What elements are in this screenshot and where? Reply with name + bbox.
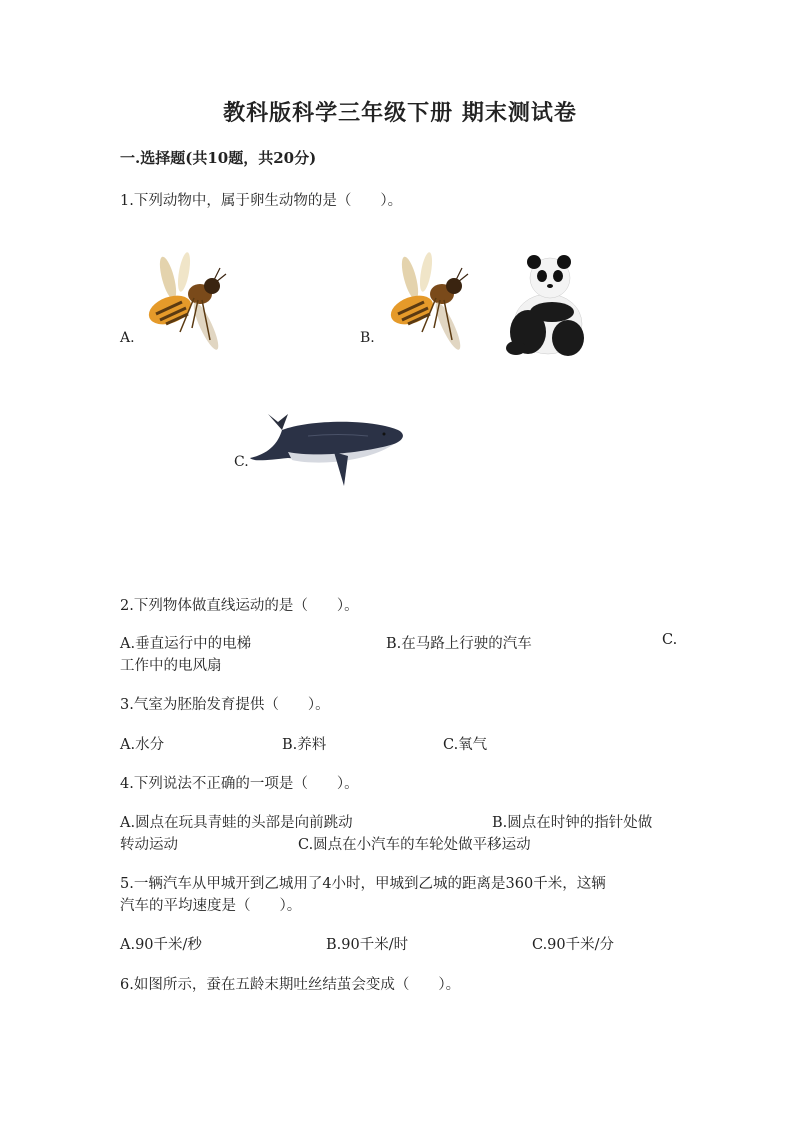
q1-option-a-label: A. <box>120 330 135 346</box>
question-4-stem: 4.下列说法不正确的一项是（ ）。 <box>120 776 359 792</box>
q2-option-a: A.垂直运行中的电梯 <box>120 636 252 652</box>
q2-option-c-text: 工作中的电风扇 <box>120 658 222 674</box>
question-2-stem: 2.下列物体做直线运动的是（ ）。 <box>120 598 359 614</box>
q2-option-b: B.在马路上行驶的汽车 <box>386 636 532 652</box>
q3-option-b: B.养料 <box>282 737 327 753</box>
q4-option-b-cont: 转动运动 <box>120 837 178 853</box>
q4-option-c: C.圆点在小汽车的车轮处做平移运动 <box>298 837 531 853</box>
q3-option-a: A.水分 <box>120 737 165 753</box>
question-5-stem-line1: 5.一辆汽车从甲城开到乙城用了4小时，甲城到乙城的距离是360千米，这辆 <box>120 876 606 892</box>
q1-option-b-label: B. <box>360 330 375 346</box>
panda-icon <box>498 252 593 360</box>
question-5-stem-line2: 汽车的平均速度是（ ）。 <box>120 898 302 914</box>
q5-option-b: B.90千米/时 <box>326 937 409 953</box>
section-heading: 一.选择题(共10题，共20分) <box>120 149 317 167</box>
page-title: 教科版科学三年级下册 期末测试卷 <box>223 100 577 126</box>
q3-option-c: C.氧气 <box>443 737 488 753</box>
whale-icon <box>248 400 408 490</box>
q5-option-a: A.90千米/秒 <box>120 937 202 953</box>
q2-option-c-prefix: C. <box>662 632 678 648</box>
q1-option-c-label: C. <box>234 454 249 470</box>
q4-option-b: B.圆点在时钟的指针处做 <box>492 815 653 831</box>
question-3-stem: 3.气室为胚胎发育提供（ ）。 <box>120 697 330 713</box>
q5-option-c: C.90千米/分 <box>532 937 615 953</box>
question-6-stem: 6.如图所示，蚕在五龄末期吐丝结茧会变成（ ）。 <box>120 977 461 993</box>
bee-icon <box>140 248 230 363</box>
q4-option-a: A.圆点在玩具青蛙的头部是向前跳动 <box>120 815 353 831</box>
bee-icon <box>382 248 472 363</box>
question-1-stem: 1.下列动物中，属于卵生动物的是（ ）。 <box>120 193 403 209</box>
